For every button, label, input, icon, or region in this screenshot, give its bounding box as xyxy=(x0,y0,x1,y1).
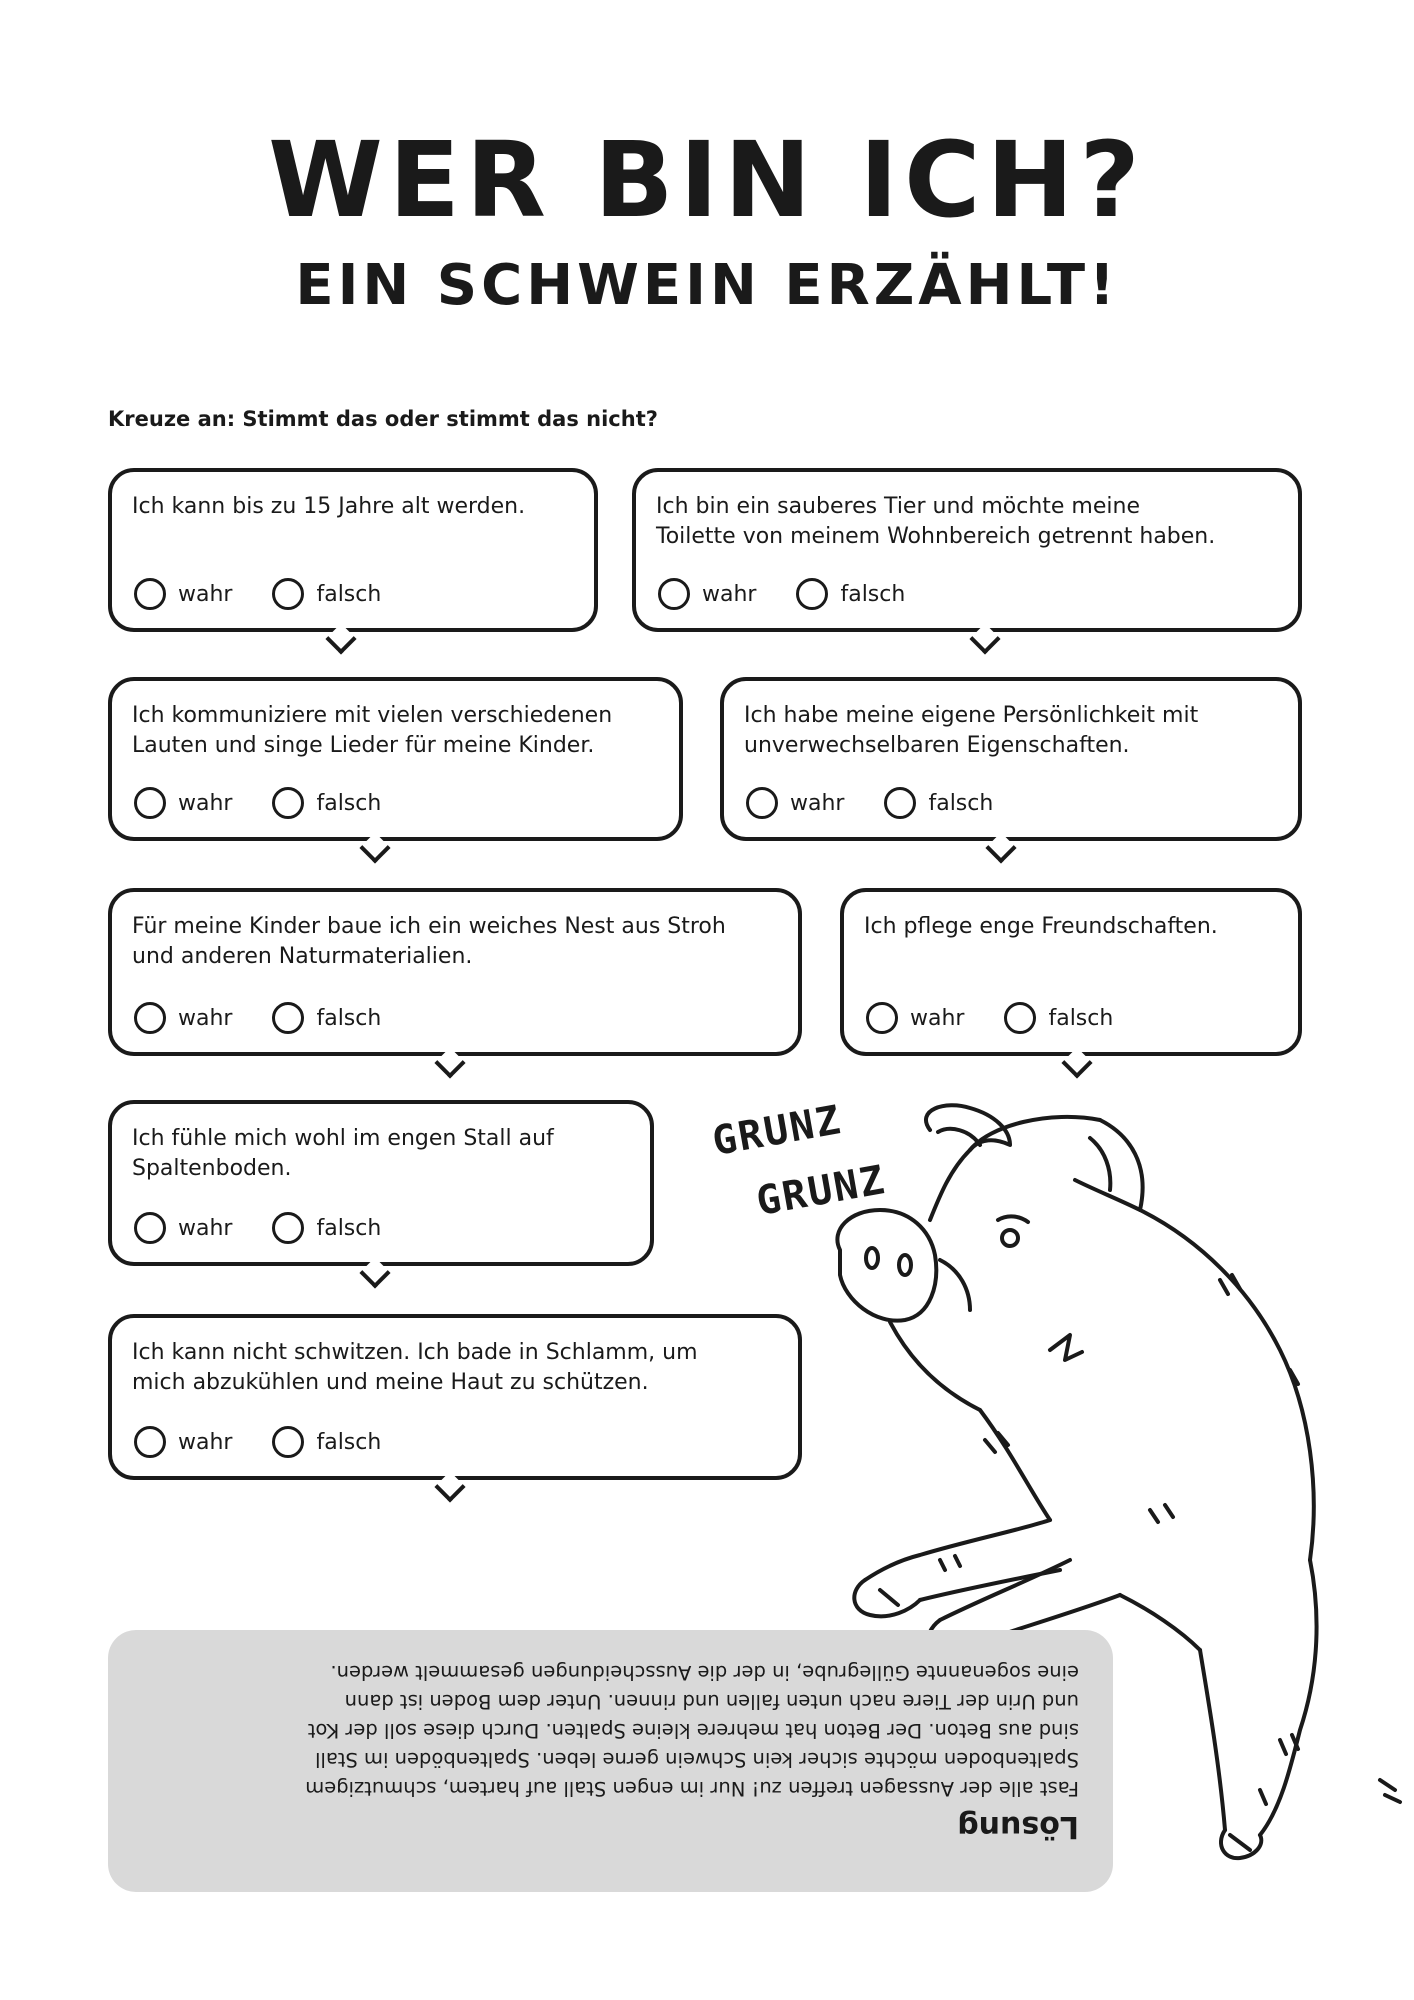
answer-options xyxy=(134,787,421,819)
option-label: falsch xyxy=(928,790,994,816)
question-text-line: Ich pflege enge Freundschaften. xyxy=(864,914,1218,939)
question-text-line: unverwechselbaren Eigenschaften. xyxy=(744,733,1130,758)
option-label: falsch xyxy=(316,1429,382,1455)
solution-text-line: eine sogenannte Güllegrube, in der die Ausscheidungen gesammelt werden. xyxy=(330,1661,1079,1684)
radio-circle-icon[interactable] xyxy=(272,1426,304,1458)
bubble-tail xyxy=(434,1047,465,1078)
question-text-line: Ich habe meine eigene Persönlichkeit mit xyxy=(744,703,1199,728)
question-bubble-6 xyxy=(840,888,1302,1056)
option-wahr[interactable] xyxy=(866,1002,964,1034)
question-bubble-3 xyxy=(108,677,683,841)
question-text-line: Lauten und singe Lieder für meine Kinder. xyxy=(132,733,595,758)
option-wahr[interactable] xyxy=(134,787,232,819)
answer-options xyxy=(134,1426,421,1458)
option-falsch[interactable] xyxy=(1004,1002,1113,1034)
radio-circle-icon[interactable] xyxy=(658,578,690,610)
option-label: falsch xyxy=(840,581,906,607)
question-bubble-2 xyxy=(632,468,1302,632)
grunz-sound-text: GRUNZ xyxy=(752,1157,890,1225)
solution-box xyxy=(108,1630,1113,1892)
radio-circle-icon[interactable] xyxy=(1004,1002,1036,1034)
bubble-tail xyxy=(359,1257,390,1288)
option-label: falsch xyxy=(316,790,382,816)
question-bubble-7 xyxy=(108,1100,654,1266)
radio-circle-icon[interactable] xyxy=(134,1212,166,1244)
question-text-line: Ich kann nicht schwitzen. Ich bade in Schlamm, um xyxy=(132,1340,698,1365)
radio-circle-icon[interactable] xyxy=(884,787,916,819)
answer-options xyxy=(746,787,1033,819)
answer-options xyxy=(134,1002,421,1034)
radio-circle-icon[interactable] xyxy=(272,1212,304,1244)
option-wahr[interactable] xyxy=(134,578,232,610)
option-falsch[interactable] xyxy=(796,578,905,610)
option-label: wahr xyxy=(910,1005,965,1031)
radio-circle-icon[interactable] xyxy=(134,787,166,819)
radio-circle-icon[interactable] xyxy=(134,578,166,610)
option-label: wahr xyxy=(702,581,757,607)
solution-content-upside-down xyxy=(142,1658,1079,1844)
question-text-line: mich abzukühlen und meine Haut zu schützen. xyxy=(132,1370,649,1395)
option-label: wahr xyxy=(178,790,233,816)
radio-circle-icon[interactable] xyxy=(866,1002,898,1034)
option-falsch[interactable] xyxy=(272,1426,381,1458)
bubble-tail xyxy=(985,832,1016,863)
question-bubble-5 xyxy=(108,888,802,1056)
question-text-line: Ich bin ein sauberes Tier und möchte meine xyxy=(656,494,1140,519)
bubble-tail xyxy=(1061,1047,1092,1078)
option-wahr[interactable] xyxy=(746,787,844,819)
solution-text-line: sind aus Beton. Der Beton hat mehrere kleine Spalten. Durch diese soll der Kot xyxy=(307,1719,1079,1742)
option-falsch[interactable] xyxy=(884,787,993,819)
solution-title: Lösung xyxy=(957,1809,1079,1844)
bubble-tail xyxy=(969,623,1000,654)
radio-circle-icon[interactable] xyxy=(796,578,828,610)
question-text-line: und anderen Naturmaterialien. xyxy=(132,944,473,969)
solution-text-line: Spaltenboden möchte sicher kein Schwein gerne leben. Spaltenböden im Stall xyxy=(315,1748,1079,1771)
option-wahr[interactable] xyxy=(134,1212,232,1244)
option-label: falsch xyxy=(316,1215,382,1241)
question-bubble-8 xyxy=(108,1314,802,1480)
option-label: wahr xyxy=(178,1005,233,1031)
option-falsch[interactable] xyxy=(272,578,381,610)
radio-circle-icon[interactable] xyxy=(134,1426,166,1458)
question-text-line: Ich kann bis zu 15 Jahre alt werden. xyxy=(132,494,526,519)
grunz-sound-text: GRUNZ xyxy=(708,1097,846,1165)
question-text-line: Toilette von meinem Wohnbereich getrennt haben. xyxy=(656,524,1216,549)
answer-options xyxy=(658,578,945,610)
option-falsch[interactable] xyxy=(272,1002,381,1034)
question-text-line: Ich kommuniziere mit vielen verschiedenen xyxy=(132,703,613,728)
solution-text-line: und Urin der Tiere nach unten fallen und rinnen. Unter dem Boden ist dann xyxy=(344,1690,1079,1713)
radio-circle-icon[interactable] xyxy=(272,578,304,610)
question-text-line: Ich fühle mich wohl im engen Stall auf xyxy=(132,1126,554,1151)
option-wahr[interactable] xyxy=(134,1426,232,1458)
instruction-text: Kreuze an: Stimmt das oder stimmt das nicht? xyxy=(108,407,658,431)
option-label: wahr xyxy=(178,581,233,607)
option-wahr[interactable] xyxy=(658,578,756,610)
solution-text-line: Fast alle der Aussagen treffen zu! Nur im engen Stall auf hartem, schmutzigem xyxy=(305,1777,1079,1800)
option-label: wahr xyxy=(178,1215,233,1241)
page-title: WER BIN ICH? xyxy=(268,119,1146,241)
question-text-line: Spaltenboden. xyxy=(132,1156,292,1181)
radio-circle-icon[interactable] xyxy=(272,1002,304,1034)
answer-options xyxy=(866,1002,1153,1034)
bubble-tail xyxy=(359,832,390,863)
bubble-tail xyxy=(325,623,356,654)
answer-options xyxy=(134,578,421,610)
option-falsch[interactable] xyxy=(272,1212,381,1244)
radio-circle-icon[interactable] xyxy=(134,1002,166,1034)
answer-options xyxy=(134,1212,421,1244)
radio-circle-icon[interactable] xyxy=(272,787,304,819)
radio-circle-icon[interactable] xyxy=(746,787,778,819)
option-wahr[interactable] xyxy=(134,1002,232,1034)
option-label: falsch xyxy=(316,1005,382,1031)
option-label: wahr xyxy=(178,1429,233,1455)
bubble-tail xyxy=(434,1471,465,1502)
option-label: falsch xyxy=(316,581,382,607)
question-bubble-1 xyxy=(108,468,598,632)
question-bubble-4 xyxy=(720,677,1302,841)
option-label: falsch xyxy=(1048,1005,1114,1031)
option-falsch[interactable] xyxy=(272,787,381,819)
question-text-line: Für meine Kinder baue ich ein weiches Nest aus Stroh xyxy=(132,914,726,939)
page-subtitle: EIN SCHWEIN ERZÄHLT! xyxy=(295,253,1119,318)
option-label: wahr xyxy=(790,790,845,816)
